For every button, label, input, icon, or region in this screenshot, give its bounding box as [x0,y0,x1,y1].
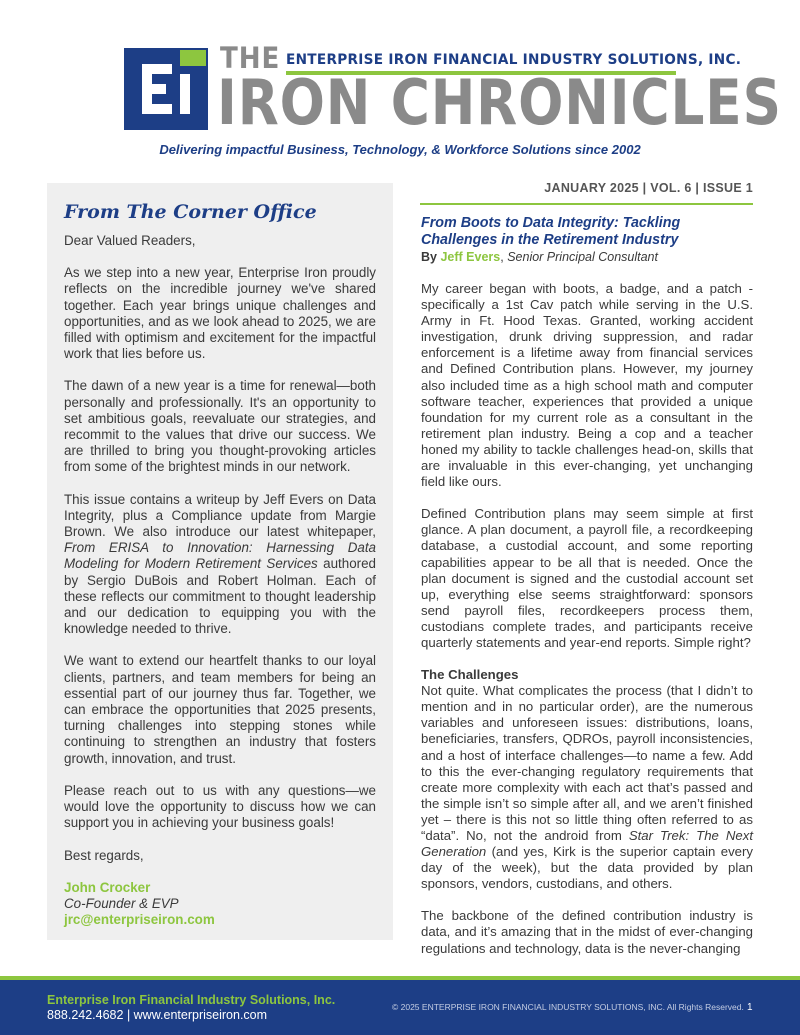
letter-paragraph: We want to extend our heartfelt thanks to our loyal clients, partners, and team members for being an essential part of our journey thus far. Together, we can embrace the opportunities that 2025 presents, turning challenges into stepping stones while continuing to strengthen an industry that fosters growth, innovation, and trust. [64,653,376,766]
article-body [421,281,753,957]
article-paragraph [421,683,753,892]
masthead-the: THE [220,41,281,75]
signature-name: John Crocker [64,879,151,895]
corner-office-title: From The Corner Office [64,201,317,223]
signature-email-link[interactable]: jrc@enterpriseiron.com [64,912,215,928]
tagline: Delivering impactful Business, Technology, & Workforce Solutions since 2002 [159,142,641,157]
footer-contact[interactable]: 888.242.4682 | www.enterpriseiron.com [47,1008,268,1022]
letter-paragraph: As we step into a new year, Enterprise Iron proudly reflects on the incredible journey we've shared together. Each year brings unique challenges and opportunities, and as we look ahead to 2025, we are filled with optimism and excitement for the impactful work that lies before us. [64,265,376,362]
enterprise-iron-logo-icon [124,48,208,130]
corner-office-panel [47,183,393,940]
corner-office-letter [64,233,376,928]
article-paragraph: My career began with boots, a badge, and a patch - specifically a 1st Cav patch while serving in the U.S. Army in Ft. Hood Texas. Granted, working accident investigation, drunk driving suppression, and radar enforcement is a lifetime away from financial services and Defined Contribution plans. However, my journey also included time as a high school math and computer software teacher, experiences that provided a unique foundation for my current role as a consultant in the retirement plan industry. Being a cop and a teacher honed my ability to tackle challenges head-on, skills that are invaluable in this ever-changing, yet unchanging field like ours. [421,281,753,490]
letter-paragraph: The dawn of a new year is a time for renewal—both personally and professionally. It's an opportunity to set ambitious goals, reevaluate our strategies, and recommit to the values that drive our success. We are thrilled to bring you thought-provoking articles from some of the brightest minds in our network. [64,378,376,475]
article [421,215,753,973]
page-number: 1 [747,1002,753,1013]
signature-title: Co-Founder & EVP [64,895,179,911]
article-byline [421,249,753,265]
article-italic-text: Star Trek: The Next Generation [421,828,754,860]
letter-closing: Best regards, [64,847,144,863]
issue-info: JANUARY 2025 | VOL. 6 | ISSUE 1 [544,181,753,195]
letter-text: This issue contains a writeup by Jeff Evers on Data Integrity, plus a Compliance update from Margie Brown. We also introduce our latest whitepaper, [64,491,376,540]
article-text: Not quite. What complicates the process (that I didn’t to mention and in no particular order), are the numerous variables and unforeseen issues: distributions, loans, beneficiaries, transfers, QDROs, payroll inconsistencies, and a host of interface challenges—to name a few. Add to this the ever-changing regulatory requirements that create more complexity with each act that’s passed and the simple isn’t so simple after all, and we aren’t finished yet – there is this not so little thing often referred to as “data”. No, not the android from [421,683,753,843]
byline-by: By [421,250,437,264]
letter-paragraph [64,492,376,638]
letter-greeting: Dear Valued Readers, [64,233,196,248]
article-paragraph: The backbone of the defined contribution industry is data, and it’s amazing that in the midst of ever-changing regulations and technology, data is the never-changing [421,908,753,956]
byline-separator: , [500,250,504,264]
byline-role: Senior Principal Consultant [507,250,658,264]
letter-text: authored by Sergio DuBois and Robert Holman. Each of these reflects our commitment to thought leadership and our dedication to equipping you with the knowledge needed to thrive. [64,556,376,637]
article-paragraph: Defined Contribution plans may seem simple at first glance. A plan document, a payroll file, a recordkeeping database, a custodial account, and some reporting capabilities appear to be all that is needed. Once the plan document is signed and the custodial account set up, everything else seems straightforward: sponsors send payroll files, recordkeepers process them, custodians complete trades, and participants receive quarterly statements and year-end reports. Simple right? [421,506,753,650]
footer-company: Enterprise Iron Financial Industry Solutions, Inc. [47,993,336,1007]
letter-paragraph: Please reach out to us with any questions—we would love the opportunity to discuss how we can support you in achieving your business goals! [64,782,376,831]
whitepaper-title: From ERISA to Innovation: Harnessing Data Modeling for Modern Retirement Services [64,540,376,572]
company-name: ENTERPRISE IRON FINANCIAL INDUSTRY SOLUTIONS, INC. [286,52,742,68]
article-subhead: The Challenges [421,667,519,683]
footer-copyright: © 2025 ENTERPRISE IRON FINANCIAL INDUSTRY SOLUTIONS, INC. All Rights Reserved. [392,1002,744,1012]
footer [0,980,800,1035]
article-text: (and yes, Kirk is the superior captain every day of the week), but the data provided by plan sponsors, vendors, custodians, and others. [421,844,753,892]
byline-author: Jeff Evers [440,250,501,264]
issue-rule [420,203,753,205]
masthead [0,0,800,175]
newsletter-title: IRON CHRONICLES [217,66,782,139]
article-title: From Boots to Data Integrity: Tackling Challenges in the Retirement Industry [421,215,681,248]
